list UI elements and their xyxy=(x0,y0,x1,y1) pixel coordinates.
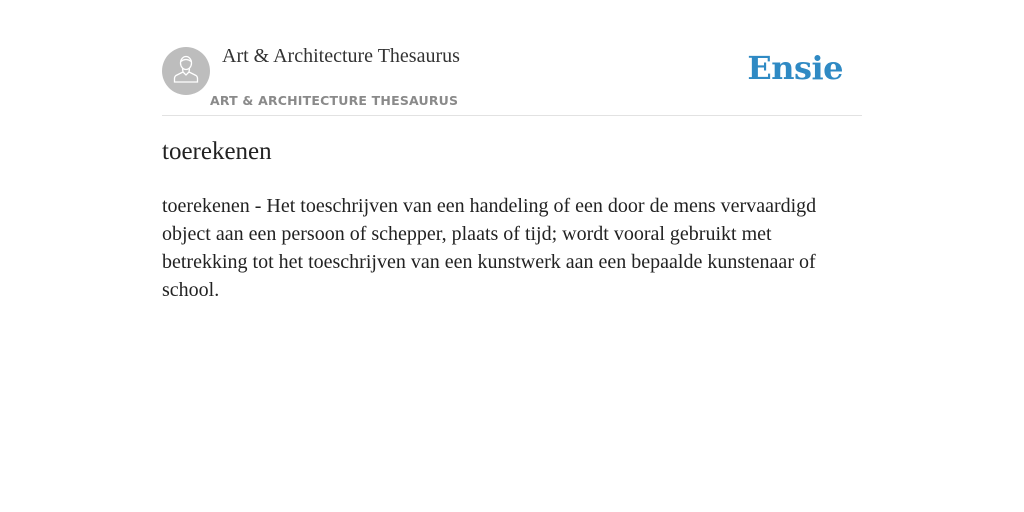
page xyxy=(162,0,862,301)
author-subtitle: ART & ARCHITECTURE THESAURUS xyxy=(210,93,459,108)
header xyxy=(162,0,862,116)
avatar[interactable] xyxy=(162,47,210,95)
user-icon xyxy=(172,54,200,89)
author-name[interactable]: Art & Architecture Thesaurus xyxy=(222,45,460,67)
entry-title: toerekenen xyxy=(162,138,272,165)
ensie-logo[interactable]: Ensie xyxy=(747,49,843,87)
entry-definition: toerekenen - Het toeschrijven van een handeling of een door de mens vervaardigd object aan een persoon of schepper, plaats of tijd; wordt vooral gebruikt met betrekking tot het toeschrijven van een kunstwerk aan een bepaalde kunstenaar of school. xyxy=(162,195,817,301)
